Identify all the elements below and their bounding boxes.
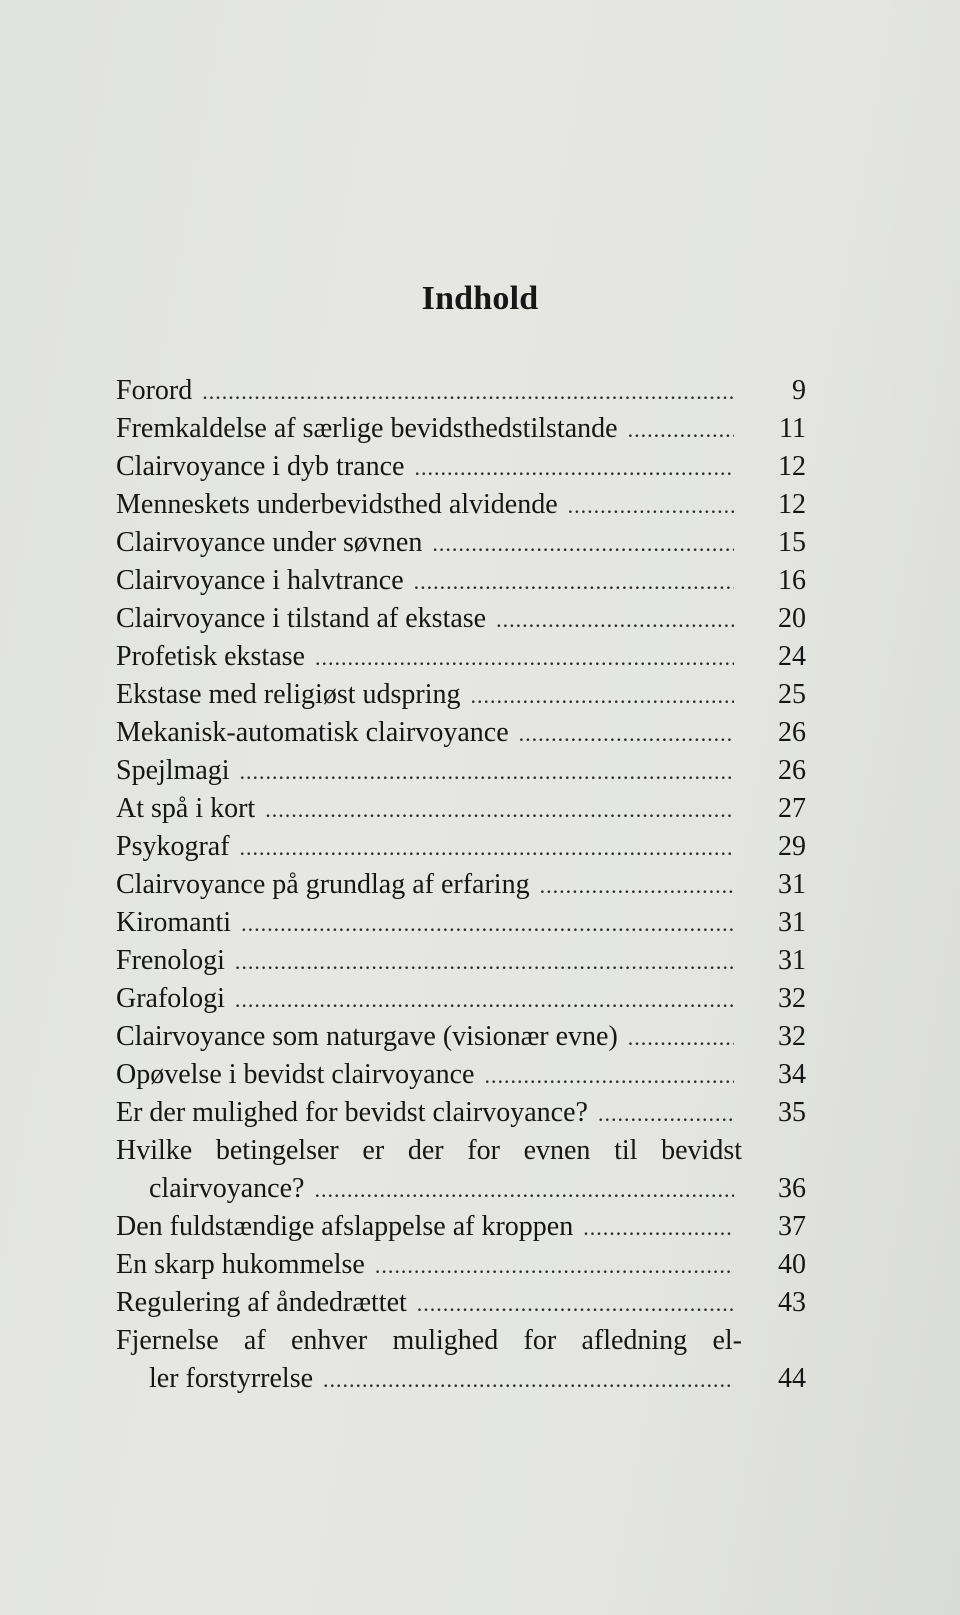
toc-entry <box>116 904 806 942</box>
toc-entry-title: Mekanisk-automatisk clairvoyance <box>116 717 509 748</box>
dot-leader <box>414 449 734 487</box>
toc-entry <box>116 524 806 562</box>
toc-entry <box>116 714 806 752</box>
toc-entry-page: 16 <box>778 565 806 596</box>
toc-entry-page: 31 <box>778 907 806 938</box>
dot-leader <box>432 525 734 563</box>
dot-leader <box>375 1247 734 1285</box>
toc-entry <box>116 372 806 410</box>
toc-entry-page: 32 <box>778 1021 806 1052</box>
toc-entry-title-line1: Fjernelse af enhver mulighed for afledning el- <box>116 1325 742 1356</box>
toc-entry-page: 37 <box>778 1211 806 1242</box>
toc-entry-title: Menneskets underbevidsthed alvidende <box>116 489 558 520</box>
toc-entry <box>116 486 806 524</box>
dot-leader <box>414 563 734 601</box>
toc-entry <box>116 1018 806 1056</box>
toc-entry <box>116 1094 806 1132</box>
toc-entry-page: 29 <box>778 831 806 862</box>
toc-entry-title: En skarp hukommelse <box>116 1249 365 1280</box>
toc-entry-title: Profetisk ekstase <box>116 641 305 672</box>
toc-entry-title: Kiromanti <box>116 907 232 938</box>
dot-leader <box>598 1095 734 1133</box>
dot-leader <box>628 1019 734 1057</box>
toc-entry-page: 11 <box>779 413 806 444</box>
toc-entry-page: 43 <box>778 1287 806 1318</box>
toc-entry <box>116 410 806 448</box>
toc-entry <box>116 1208 806 1246</box>
toc-entry <box>116 448 806 486</box>
toc-entry-page: 31 <box>778 869 806 900</box>
toc-entry-title: Regulering af åndedrættet <box>116 1287 407 1318</box>
dot-leader <box>240 753 734 791</box>
dot-leader <box>235 943 734 981</box>
toc-entry-page: 15 <box>778 527 806 558</box>
dot-leader <box>240 829 734 867</box>
toc-entry <box>116 638 806 676</box>
toc-entry-title: Clairvoyance som naturgave (visionær evne) <box>116 1021 618 1052</box>
toc-entry <box>116 752 806 790</box>
toc-entry-title: Clairvoyance i tilstand af ekstase <box>116 603 487 634</box>
toc-entry-title: Frenologi <box>116 945 225 976</box>
toc-entry-title-line1: Hvilke betingelser er der for evnen til bevidst <box>116 1135 742 1166</box>
toc-entry-multiline <box>116 1322 806 1398</box>
toc-entry-title: Clairvoyance under søvnen <box>116 527 423 558</box>
toc-entry-title: Psykograf <box>116 831 230 862</box>
toc-entry <box>116 562 806 600</box>
toc-entry-multiline <box>116 1132 806 1208</box>
dot-leader <box>540 867 734 905</box>
toc-entry-page: 24 <box>778 641 806 672</box>
toc-entry <box>116 942 806 980</box>
toc-entry <box>116 600 806 638</box>
toc-entry <box>116 676 806 714</box>
dot-leader <box>628 411 734 449</box>
table-of-contents <box>116 372 806 1398</box>
dot-leader <box>202 373 734 411</box>
toc-entry-title: At spå i kort <box>116 793 256 824</box>
toc-entry-page: 12 <box>778 489 806 520</box>
toc-entry-page: 12 <box>778 451 806 482</box>
dot-leader <box>315 639 734 677</box>
dot-leader <box>484 1057 734 1095</box>
toc-entry-title: Fremkaldelse af særlige bevidsthedstilstande <box>116 413 618 444</box>
toc-entry <box>116 1246 806 1284</box>
toc-entry-page: 34 <box>778 1059 806 1090</box>
dot-leader <box>265 791 734 829</box>
toc-entry-title: Ekstase med religiøst udspring <box>116 679 461 710</box>
toc-entry-title-line2: ler forstyrrelse <box>149 1363 314 1394</box>
dot-leader <box>235 981 734 1019</box>
toc-entry <box>116 980 806 1018</box>
dot-leader <box>519 715 734 753</box>
toc-entry-page: 32 <box>778 983 806 1014</box>
toc-entry-page: 44 <box>778 1363 806 1394</box>
toc-entry <box>116 1056 806 1094</box>
toc-entry-title: Clairvoyance i halvtrance <box>116 565 404 596</box>
toc-entry-title-line2: clairvoyance? <box>149 1173 305 1204</box>
dot-leader <box>496 601 734 639</box>
dot-leader <box>241 905 734 943</box>
toc-entry-page: 25 <box>778 679 806 710</box>
toc-entry-title: Er der mulighed for bevidst clairvoyance? <box>116 1097 588 1128</box>
page-title: Indhold <box>421 280 539 317</box>
toc-entry-title: Spejlmagi <box>116 755 230 786</box>
toc-entry-title: Forord <box>116 375 193 406</box>
dot-leader <box>323 1361 734 1399</box>
toc-entry-page: 9 <box>792 375 806 406</box>
toc-entry-page: 31 <box>778 945 806 976</box>
toc-entry <box>116 790 806 828</box>
dot-leader <box>471 677 734 715</box>
toc-entry-title: Opøvelse i bevidst clairvoyance <box>116 1059 475 1090</box>
toc-entry-page: 27 <box>778 793 806 824</box>
toc-entry <box>116 866 806 904</box>
toc-entry <box>116 1284 806 1322</box>
toc-entry-page: 20 <box>778 603 806 634</box>
toc-entry-title: Clairvoyance på grundlag af erfaring <box>116 869 530 900</box>
toc-entry-page: 36 <box>778 1173 806 1204</box>
toc-entry-page: 35 <box>778 1097 806 1128</box>
dot-leader <box>417 1285 734 1323</box>
toc-entry-title: Grafologi <box>116 983 225 1014</box>
toc-entry-page: 26 <box>778 717 806 748</box>
dot-leader <box>583 1209 734 1247</box>
toc-entry <box>116 828 806 866</box>
toc-entry-title: Clairvoyance i dyb trance <box>116 451 405 482</box>
toc-entry-page: 40 <box>778 1249 806 1280</box>
toc-entry-title: Den fuldstændige afslappelse af kroppen <box>116 1211 574 1242</box>
dot-leader <box>568 487 734 525</box>
dot-leader <box>314 1171 734 1209</box>
toc-entry-page: 26 <box>778 755 806 786</box>
